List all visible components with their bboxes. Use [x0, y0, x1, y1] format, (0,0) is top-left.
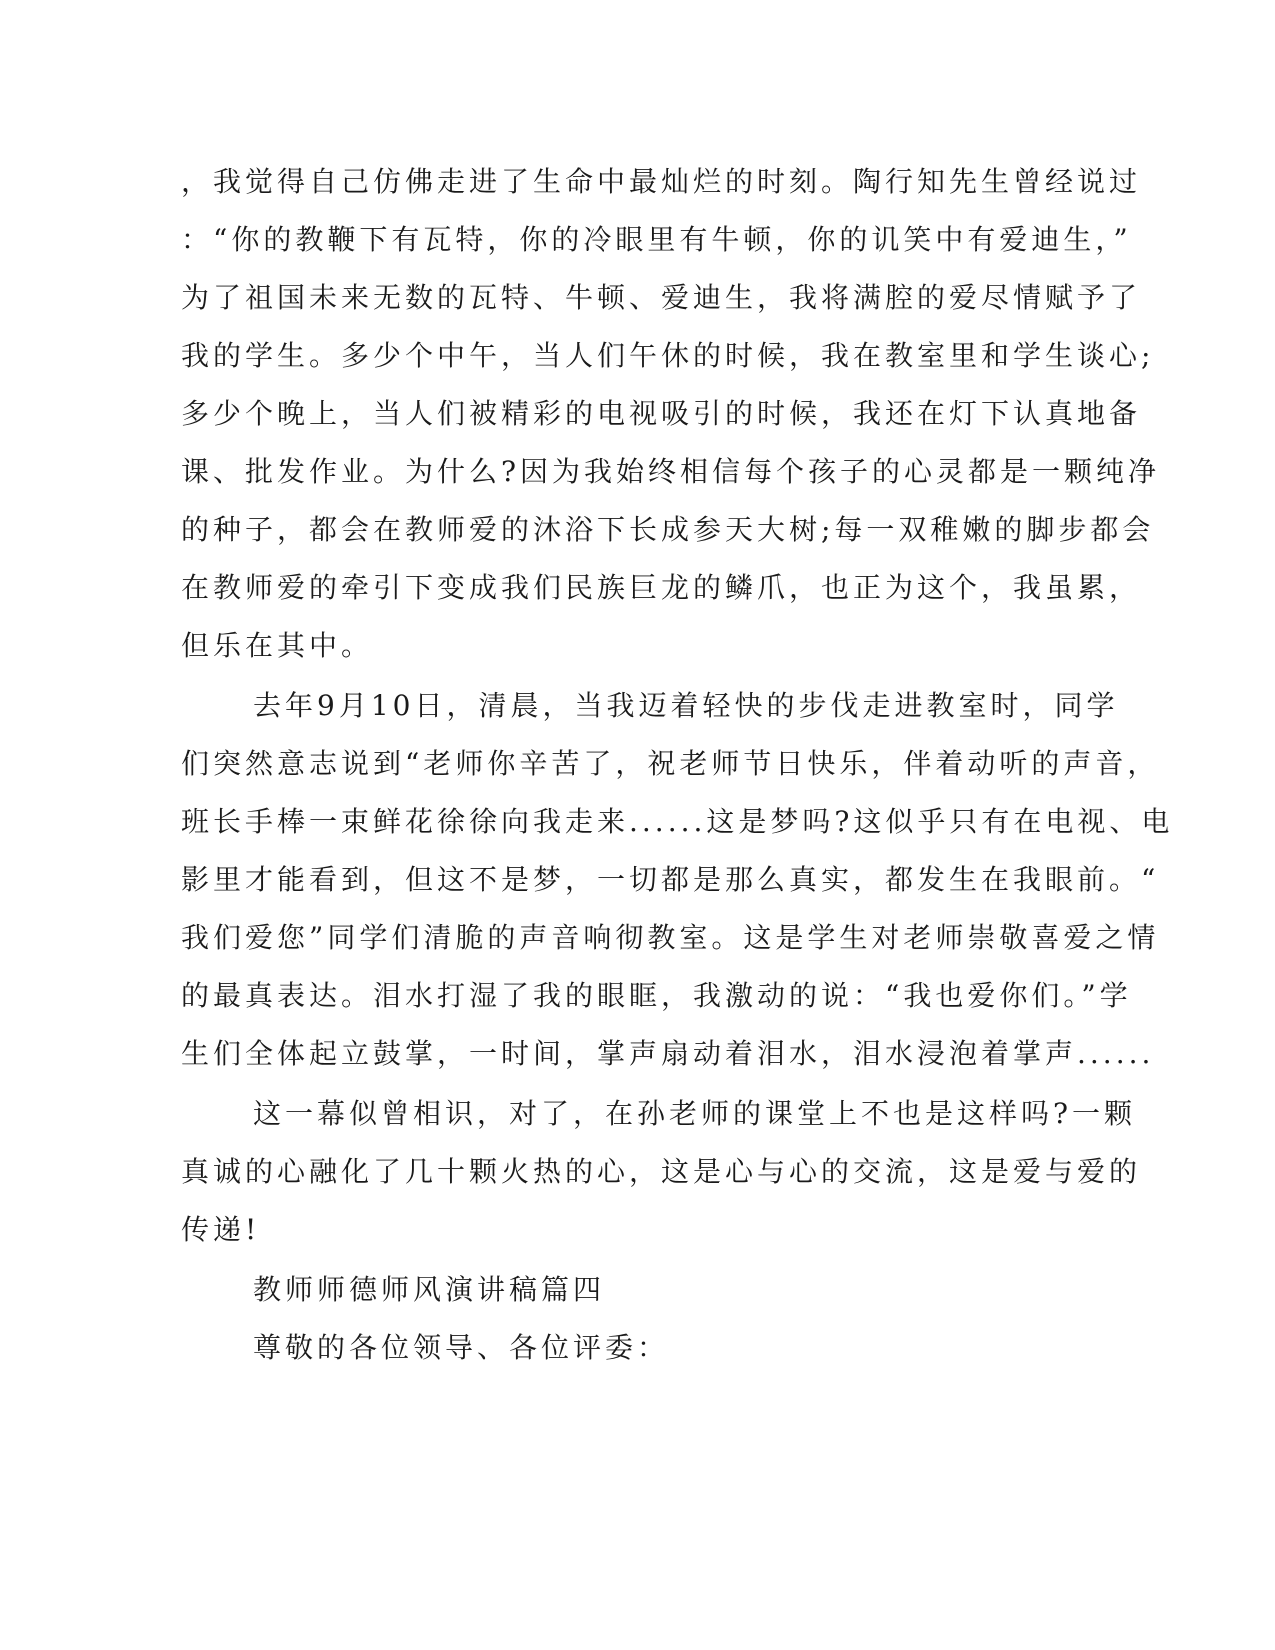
paragraph-line: 多少个晚上，当人们被精彩的电视吸引的时候，我还在灯下认真地备	[181, 397, 1142, 430]
paragraph-line: 生们全体起立鼓掌，一时间，掌声扇动着泪水，泪水浸泡着掌声......	[181, 1037, 1155, 1070]
paragraph-line: 班长手棒一束鲜花徐徐向我走来......这是梦吗?这似乎只有在电视、电	[181, 805, 1174, 838]
paragraph-line: 的最真表达。泪水打湿了我的眼眶，我激动的说：“我也爱你们。”学	[181, 979, 1132, 1012]
paragraph-line: 真诚的心融化了几十颗火热的心，这是心与心的交流，这是爱与爱的	[181, 1155, 1142, 1188]
paragraph-line: 我的学生。多少个中午，当人们午休的时候，我在教室里和学生谈心;	[181, 339, 1155, 372]
paragraph-line: 传递!	[181, 1213, 261, 1246]
paragraph-line: 我们爱您”同学们清脆的声音响彻教室。这是学生对老师崇敬喜爱之情	[181, 921, 1160, 954]
paragraph-line: 这一幕似曾相识，对了，在孙老师的课堂上不也是这样吗?一颗	[253, 1097, 1137, 1130]
paragraph-line: 的种子，都会在教师爱的沐浴下长成参天大树;每一双稚嫩的脚步都会	[181, 513, 1155, 546]
paragraph-line: 们突然意志说到“老师你辛苦了，祝老师节日快乐，伴着动听的声音，	[181, 747, 1160, 780]
paragraph-line: ：“你的教鞭下有瓦特，你的冷眼里有牛顿，你的讥笑中有爱迪生，”	[181, 223, 1132, 256]
salutation: 尊敬的各位领导、各位评委：	[253, 1331, 670, 1364]
paragraph-line: 去年9月10日，清晨，当我迈着轻快的步伐走进教室时，同学	[253, 689, 1119, 722]
paragraph-line: ，我觉得自己仿佛走进了生命中最灿烂的时刻。陶行知先生曾经说过	[181, 165, 1142, 198]
paragraph-line: 课、批发作业。为什么?因为我始终相信每个孩子的心灵都是一颗纯净	[181, 455, 1161, 488]
paragraph-line: 影里才能看到，但这不是梦，一切都是那么真实，都发生在我眼前。“	[181, 863, 1160, 896]
paragraph-line: 但乐在其中。	[181, 629, 374, 662]
paragraph-line: 为了祖国未来无数的瓦特、牛顿、爱迪生，我将满腔的爱尽情赋予了	[181, 281, 1142, 314]
paragraph-line: 在教师爱的牵引下变成我们民族巨龙的鳞爪，也正为这个，我虽累，	[181, 571, 1142, 604]
section-heading: 教师师德师风演讲稿篇四	[253, 1273, 606, 1306]
